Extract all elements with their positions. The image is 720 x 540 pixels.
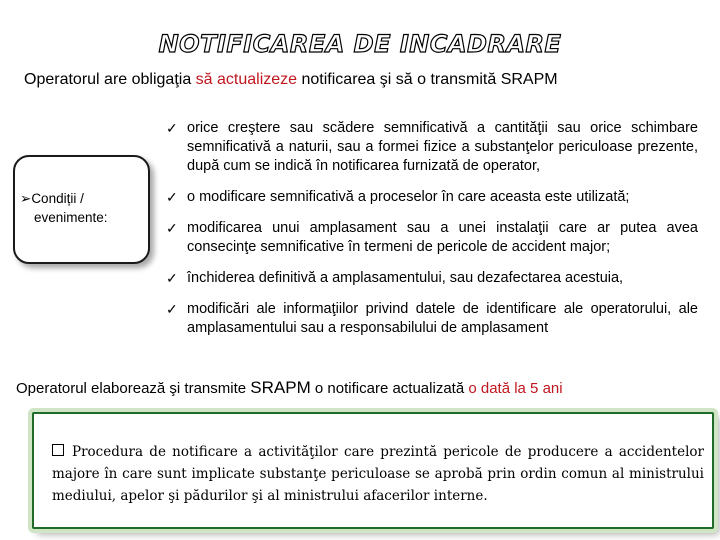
subtitle (24, 70, 714, 90)
page-title: NOTIFICAREA DE INCADRARE (158, 30, 562, 58)
procedure-text: Procedura de notificare a activităţilor care prezintă pericole de producere a accidentelor majore în care sunt implicate substanţe periculoase se aprobă prin ordin comun al ministrului mediului, apelor şi pădurilor şi al ministrului afacerilor interne. (52, 444, 704, 504)
conditions-label-line1: Condiții / (31, 191, 84, 206)
list-item-text: închiderea definitivă a amplasamentului, sau dezafectarea acestuia, (187, 270, 624, 286)
list-item-text: orice creştere sau scădere semnificativă a cantităţii sau orice schimbare semnificativă a naturii, sau a formei fizice a substanţelor periculoase prezente, după cum se indică în notificarea furnizată de operator, (187, 120, 698, 174)
checkmark-icon: ✓ (166, 189, 178, 205)
conditions-checklist (166, 119, 698, 350)
list-item (166, 188, 698, 207)
list-item (166, 119, 698, 176)
checkmark-icon: ✓ (166, 120, 178, 136)
list-item (166, 269, 698, 288)
subtitle-highlight: să actualizeze (195, 71, 298, 88)
list-item (166, 219, 698, 257)
conditions-label (20, 189, 142, 227)
list-item-text: modificarea unui amplasament sau a unei instalaţii care ar putea avea consecinţe semnificative în termeni de pericole de accident major; (187, 220, 698, 255)
subtitle-part3: notificarea şi să o transmită SRAPM (297, 71, 558, 88)
summary-line (16, 377, 716, 400)
list-item (166, 300, 698, 338)
subtitle-part1: Operatorul are obligaţia (24, 71, 196, 88)
checkmark-icon: ✓ (166, 220, 178, 236)
summary-part1: Operatorul elaborează şi transmite (16, 380, 251, 397)
checkmark-icon: ✓ (166, 270, 178, 286)
square-bullet-icon (52, 444, 64, 456)
list-item-text: modificări ale informaţiilor privind datele de identificare ale operatorului, ale amplasamentului sau a responsabilului de amplasament (187, 301, 698, 336)
arrow-bullet-icon: ➢ (20, 191, 32, 206)
summary-highlight: o dată la 5 ani (468, 380, 563, 397)
summary-srapm: SRAPM (250, 378, 311, 397)
conditions-label-line2: evenimente: (34, 210, 108, 225)
summary-part3: o notificare actualizată (310, 380, 469, 397)
checkmark-icon: ✓ (166, 301, 178, 317)
list-item-text: o modificare semnificativă a proceselor în care aceasta este utilizată; (187, 189, 630, 205)
procedure-text-block (52, 441, 704, 507)
